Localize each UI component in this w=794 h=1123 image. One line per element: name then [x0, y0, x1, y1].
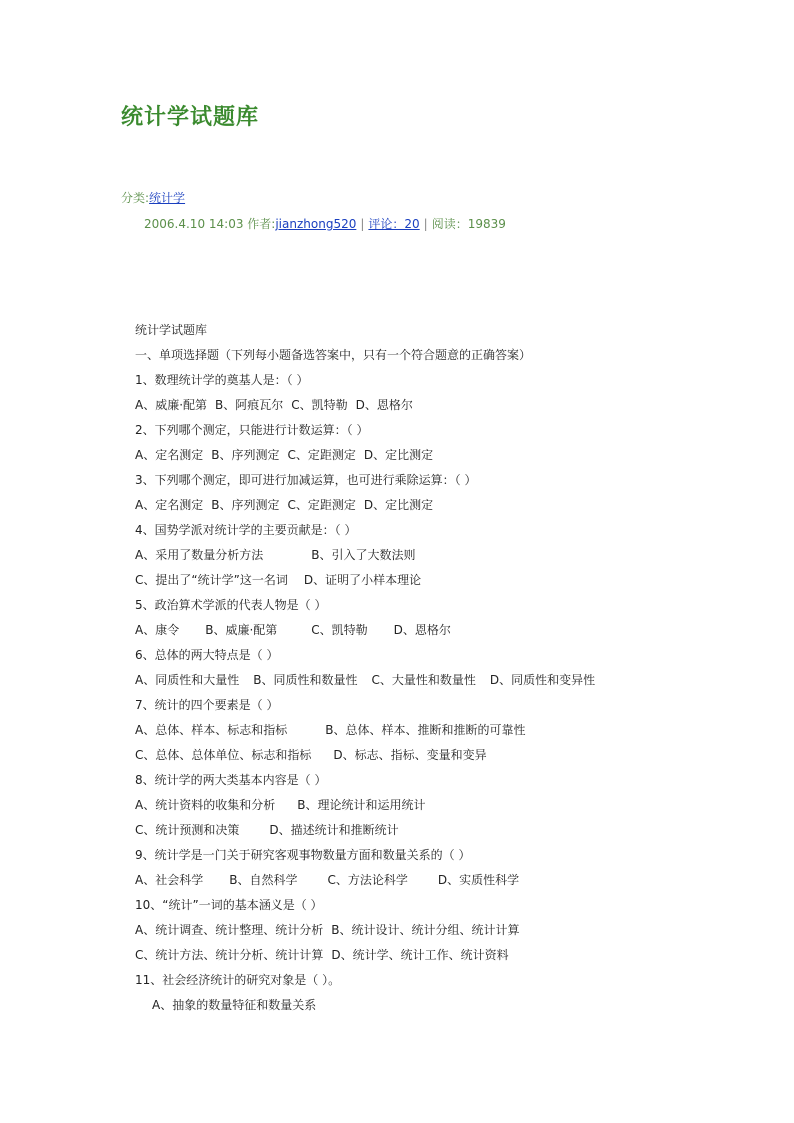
content-segment: A、总体、样本、标志和指标	[135, 723, 288, 737]
content-segment: A、统计资料的收集和分析	[135, 798, 276, 812]
content-segment: A、定名测定	[135, 448, 204, 462]
page-title: 统计学试题库	[121, 105, 260, 130]
post-datetime: 2006.4.10 14:03	[144, 217, 244, 231]
content-line	[135, 670, 775, 695]
content-segment: A、定名测定	[135, 498, 204, 512]
content-line	[135, 920, 775, 945]
content-segment: D、标志、指标、变量和变异	[333, 748, 487, 762]
content-segment: A、采用了数量分析方法	[135, 548, 264, 562]
content-line	[135, 645, 775, 670]
content-line	[135, 495, 775, 520]
content-segment: 9、统计学是一门关于研究客观事物数量方面和数量关系的（ ）	[135, 848, 471, 862]
content-line	[135, 470, 775, 495]
content-line	[135, 720, 775, 745]
content-segment: A、威廉·配第	[135, 398, 208, 412]
content-segment: 7、统计的四个要素是（ ）	[135, 698, 279, 712]
category-line	[121, 189, 185, 206]
meta-separator: |	[360, 217, 365, 231]
content-segment: B、阿痕瓦尔	[215, 398, 284, 412]
content-segment: B、统计设计、统计分组、统计计算	[331, 923, 520, 937]
content-segment: B、序列测定	[211, 448, 280, 462]
content-segment: A、抽象的数量特征和数量关系	[152, 998, 317, 1012]
content-segment: D、实质性科学	[437, 873, 520, 887]
content-segment: B、引入了大数法则	[311, 548, 416, 562]
content-segment: 10、“统计”一词的基本涵义是（ ）	[135, 898, 323, 912]
content-segment: 3、下列哪个测定，即可进行加减运算，也可进行乘除运算：（ ）	[135, 473, 477, 487]
content-segment: C、定距测定	[287, 448, 356, 462]
content-segment: 1、数理统计学的奠基人是：（ ）	[135, 373, 309, 387]
content-segment: D、恩格尔	[355, 398, 413, 412]
content-line	[135, 895, 775, 920]
content-line	[135, 545, 775, 570]
content-segment: C、提出了“统计学”这一名词	[135, 573, 288, 587]
content-segment: 4、国势学派对统计学的主要贡献是：（ ）	[135, 523, 357, 537]
content-segment: D、定比测定	[363, 448, 434, 462]
content-line	[135, 845, 775, 870]
content-line	[135, 745, 775, 770]
category-link[interactable]: 统计学	[149, 191, 186, 205]
content-segment: 2、下列哪个测定，只能进行计数运算：（ ）	[135, 423, 369, 437]
content-segment: A、社会科学	[135, 873, 204, 887]
content-segment: D、统计学、统计工作、统计资料	[331, 948, 509, 962]
content-segment: B、理论统计和运用统计	[297, 798, 426, 812]
category-label: 分类:	[121, 191, 150, 205]
comments-link[interactable]: 评论：20	[368, 217, 420, 231]
author-link[interactable]: jianzhong520	[275, 217, 357, 231]
content-segment: B、自然科学	[229, 873, 298, 887]
content-line	[135, 520, 775, 545]
post-meta	[144, 215, 506, 232]
content-segment: D、恩格尔	[393, 623, 451, 637]
content-segment: D、描述统计和推断统计	[269, 823, 399, 837]
content-segment: 统计学试题库	[135, 323, 208, 337]
content-segment: A、同质性和大量性	[135, 673, 240, 687]
article-body	[135, 320, 775, 1020]
content-line	[135, 795, 775, 820]
content-line	[135, 870, 775, 895]
content-line	[135, 345, 775, 370]
content-segment: B、威廉·配第	[205, 623, 278, 637]
content-segment: 一、单项选择题（下列每小题备选答案中，只有一个符合题意的正确答案）	[135, 348, 532, 362]
content-segment: C、总体、总体单位、标志和指标	[135, 748, 312, 762]
content-line	[135, 770, 775, 795]
content-segment: D、定比测定	[363, 498, 434, 512]
content-segment: C、方法论科学	[327, 873, 408, 887]
content-line	[135, 570, 775, 595]
reads-count: 阅读：19839	[431, 217, 506, 231]
content-segment: 5、政治算术学派的代表人物是（ ）	[135, 598, 327, 612]
content-segment: C、统计方法、统计分析、统计计算	[135, 948, 324, 962]
content-segment: B、序列测定	[211, 498, 280, 512]
content-line	[135, 945, 775, 970]
content-line	[135, 420, 775, 445]
content-line	[135, 995, 775, 1020]
content-segment: 11、社会经济统计的研究对象是（ ）。	[135, 973, 341, 987]
content-line	[135, 370, 775, 395]
content-segment: C、凯特勒	[291, 398, 348, 412]
content-segment: 8、统计学的两大类基本内容是（ ）	[135, 773, 327, 787]
meta-separator: |	[423, 217, 428, 231]
content-segment: C、定距测定	[287, 498, 356, 512]
author-label: 作者:	[247, 217, 276, 231]
content-segment: C、凯特勒	[311, 623, 368, 637]
content-segment: D、证明了小样本理论	[303, 573, 422, 587]
content-segment: A、康令	[135, 623, 180, 637]
content-segment: B、同质性和数量性	[253, 673, 358, 687]
content-segment: C、统计预测和决策	[135, 823, 240, 837]
content-line	[135, 620, 775, 645]
content-line	[135, 595, 775, 620]
content-line	[135, 695, 775, 720]
content-segment: 6、总体的两大特点是（ ）	[135, 648, 279, 662]
content-line	[135, 445, 775, 470]
content-segment: D、同质性和变异性	[489, 673, 596, 687]
content-line	[135, 820, 775, 845]
content-line	[135, 320, 775, 345]
content-line	[135, 395, 775, 420]
content-segment: B、总体、样本、推断和推断的可靠性	[325, 723, 526, 737]
content-line	[135, 970, 775, 995]
content-segment: C、大量性和数量性	[371, 673, 476, 687]
content-segment: A、统计调查、统计整理、统计分析	[135, 923, 324, 937]
